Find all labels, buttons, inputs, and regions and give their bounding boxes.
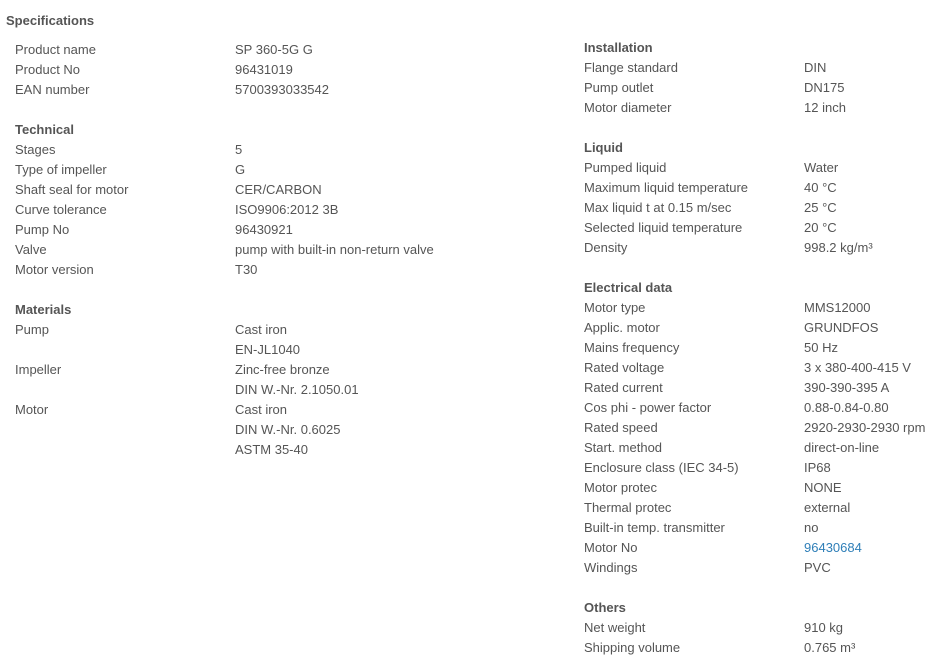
spec-label: Cos phi - power factor [584,400,712,415]
spec-label: Max liquid t at 0.15 m/sec [584,200,732,215]
spec-values [804,418,925,438]
spec-values [804,538,862,558]
spec-values [235,320,300,360]
spec-value: 5700393033542 [235,82,329,97]
spec-row-net-weight [584,618,944,638]
spec-value: DIN [804,60,827,75]
spec-values [804,518,818,538]
section-technical [15,120,555,280]
spec-values [235,200,338,220]
spec-label: Curve tolerance [15,202,107,217]
spec-row-rated-current [584,378,944,398]
section-liquid [584,138,944,258]
left-column [15,40,555,460]
section-gap [15,280,555,300]
spec-value: no [804,520,819,535]
section-gap [584,578,944,598]
spec-row-motor-version [15,260,555,280]
spec-value: Cast iron [235,322,288,337]
spec-label: Thermal protec [584,500,672,515]
spec-label: Maximum liquid temperature [584,180,749,195]
spec-label: Rated speed [584,420,658,435]
section-title: Materials [15,302,72,317]
spec-label: Motor [15,402,49,417]
spec-row-valve [15,240,555,260]
spec-values [804,498,850,518]
section-materials [15,300,555,460]
spec-value: 0.765 m³ [804,640,856,655]
spec-label: Valve [15,242,47,257]
spec-values [804,198,837,218]
spec-values [804,458,831,478]
spec-value: 12 inch [804,100,846,115]
spec-row-motor-no [584,538,944,558]
section-gap [15,100,555,120]
spec-row-mains-frequency [584,338,944,358]
spec-label: Product No [15,62,81,77]
spec-value: EN-JL1040 [235,342,301,357]
spec-value: 3 x 380-400-415 V [804,360,911,375]
spec-label: Net weight [584,620,646,635]
spec-value: pump with built-in non-return valve [235,242,434,257]
spec-values [804,158,838,178]
spec-values [804,618,843,638]
spec-value: 25 °C [804,200,837,215]
spec-row-built-in-temp-transmitter [584,518,944,538]
spec-values [804,178,837,198]
spec-row-product-name [15,40,555,60]
spec-label: Motor No [584,540,638,555]
spec-values [235,260,257,280]
spec-row-product-no [15,60,555,80]
spec-value: NONE [804,480,842,495]
spec-values [804,378,889,398]
spec-row-motor-type [584,298,944,318]
spec-label: Motor version [15,262,94,277]
spec-value: DIN W.-Nr. 0.6025 [235,422,341,437]
spec-values [804,78,844,98]
spec-values [235,400,340,460]
spec-value: 96431019 [235,62,293,77]
spec-values [235,220,293,240]
spec-value: external [804,500,851,515]
spec-label: Motor protec [584,480,657,495]
right-column [584,38,944,658]
spec-row-max-liquid-t-at-0-15-m-sec [584,198,944,218]
section-gap [584,118,944,138]
section-title: Installation [584,40,653,55]
spec-row-pump-outlet [584,78,944,98]
spec-values [804,478,842,498]
spec-label: Rated voltage [584,360,665,375]
section-others [584,598,944,658]
page-title: Specifications [6,13,95,28]
section-title: Liquid [584,140,623,155]
spec-row-flange-standard [584,58,944,78]
spec-row-motor [15,400,555,460]
spec-row-density [584,238,944,258]
spec-row-selected-liquid-temperature [584,218,944,238]
spec-value: Water [804,160,839,175]
spec-value: 5 [235,142,243,157]
spec-row-pumped-liquid [584,158,944,178]
spec-values [804,398,889,418]
spec-values [804,318,878,338]
spec-row-rated-voltage [584,358,944,378]
spec-value: T30 [235,262,258,277]
spec-values [804,98,846,118]
spec-value: ASTM 35-40 [235,442,308,457]
spec-values [804,218,837,238]
spec-value: DIN W.-Nr. 2.1050.01 [235,382,359,397]
spec-label: Selected liquid temperature [584,220,743,235]
spec-label: Shipping volume [584,640,681,655]
spec-values [804,558,831,578]
spec-value: 910 kg [804,620,844,635]
spec-values [235,40,313,60]
spec-label: Pump outlet [584,80,654,95]
spec-values [235,80,329,100]
spec-value: direct-on-line [804,440,880,455]
spec-values [804,358,911,378]
section-product [15,40,555,100]
spec-value: Zinc-free bronze [235,362,330,377]
spec-row-type-of-impeller [15,160,555,180]
spec-row-rated-speed [584,418,944,438]
section-electrical-data [584,278,944,578]
spec-row-impeller [15,360,555,400]
spec-values [804,438,879,458]
spec-label: Windings [584,560,638,575]
spec-value: 0.88-0.84-0.80 [804,400,889,415]
spec-label: Rated current [584,380,663,395]
section-gap [584,258,944,278]
spec-label: Pump [15,322,49,337]
spec-label: Flange standard [584,60,678,75]
section-title: Technical [15,122,75,137]
spec-value: 40 °C [804,180,837,195]
spec-values [235,360,359,400]
spec-row-motor-protec [584,478,944,498]
spec-label: Impeller [15,362,62,377]
section-installation [584,38,944,118]
spec-row-motor-diameter [584,98,944,118]
spec-value: IP68 [804,460,831,475]
spec-label: Pump No [15,222,70,237]
spec-value: CER/CARBON [235,182,322,197]
spec-label: Pumped liquid [584,160,667,175]
spec-row-pump-no [15,220,555,240]
spec-value-link[interactable]: 96430684 [804,540,862,555]
spec-value: 96430921 [235,222,293,237]
spec-row-shipping-volume [584,638,944,658]
spec-row-stages [15,140,555,160]
section-title: Electrical data [584,280,673,295]
spec-label: Start. method [584,440,663,455]
spec-value: 20 °C [804,220,837,235]
spec-row-thermal-protec [584,498,944,518]
spec-label: Type of impeller [15,162,107,177]
spec-label: Mains frequency [584,340,680,355]
section-title: Others [584,600,626,615]
spec-values [804,638,855,658]
spec-value: 2920-2930-2930 rpm [804,420,926,435]
spec-row-start-method [584,438,944,458]
spec-value: GRUNDFOS [804,320,879,335]
spec-values [804,58,826,78]
spec-label: Built-in temp. transmitter [584,520,725,535]
spec-label: EAN number [15,82,90,97]
spec-value: MMS12000 [804,300,871,315]
spec-values [804,238,873,258]
spec-row-applic-motor [584,318,944,338]
spec-label: Product name [15,42,96,57]
spec-value: 390-390-395 A [804,380,890,395]
spec-label: Motor type [584,300,646,315]
spec-value: PVC [804,560,831,575]
spec-row-enclosure-class-iec-34-5 [584,458,944,478]
spec-value: 998.2 kg/m³ [804,240,873,255]
spec-label: Density [584,240,628,255]
spec-label: Motor diameter [584,100,672,115]
spec-value: Cast iron [235,402,288,417]
spec-value: ISO9906:2012 3B [235,202,339,217]
spec-values [235,160,245,180]
spec-values [235,240,434,260]
spec-value: SP 360-5G G [235,42,313,57]
spec-row-maximum-liquid-temperature [584,178,944,198]
spec-values [804,338,838,358]
spec-value: G [235,162,246,177]
spec-row-ean-number [15,80,555,100]
spec-values [235,140,242,160]
spec-label: Shaft seal for motor [15,182,129,197]
spec-label: Enclosure class (IEC 34-5) [584,460,739,475]
spec-row-pump [15,320,555,360]
spec-value: DN175 [804,80,845,95]
spec-values [804,298,870,318]
spec-label: Stages [15,142,56,157]
spec-row-curve-tolerance [15,200,555,220]
spec-values [235,60,293,80]
spec-label: Applic. motor [584,320,660,335]
spec-row-cos-phi-power-factor [584,398,944,418]
spec-row-windings [584,558,944,578]
spec-row-shaft-seal-for-motor [15,180,555,200]
spec-value: 50 Hz [804,340,838,355]
spec-values [235,180,322,200]
